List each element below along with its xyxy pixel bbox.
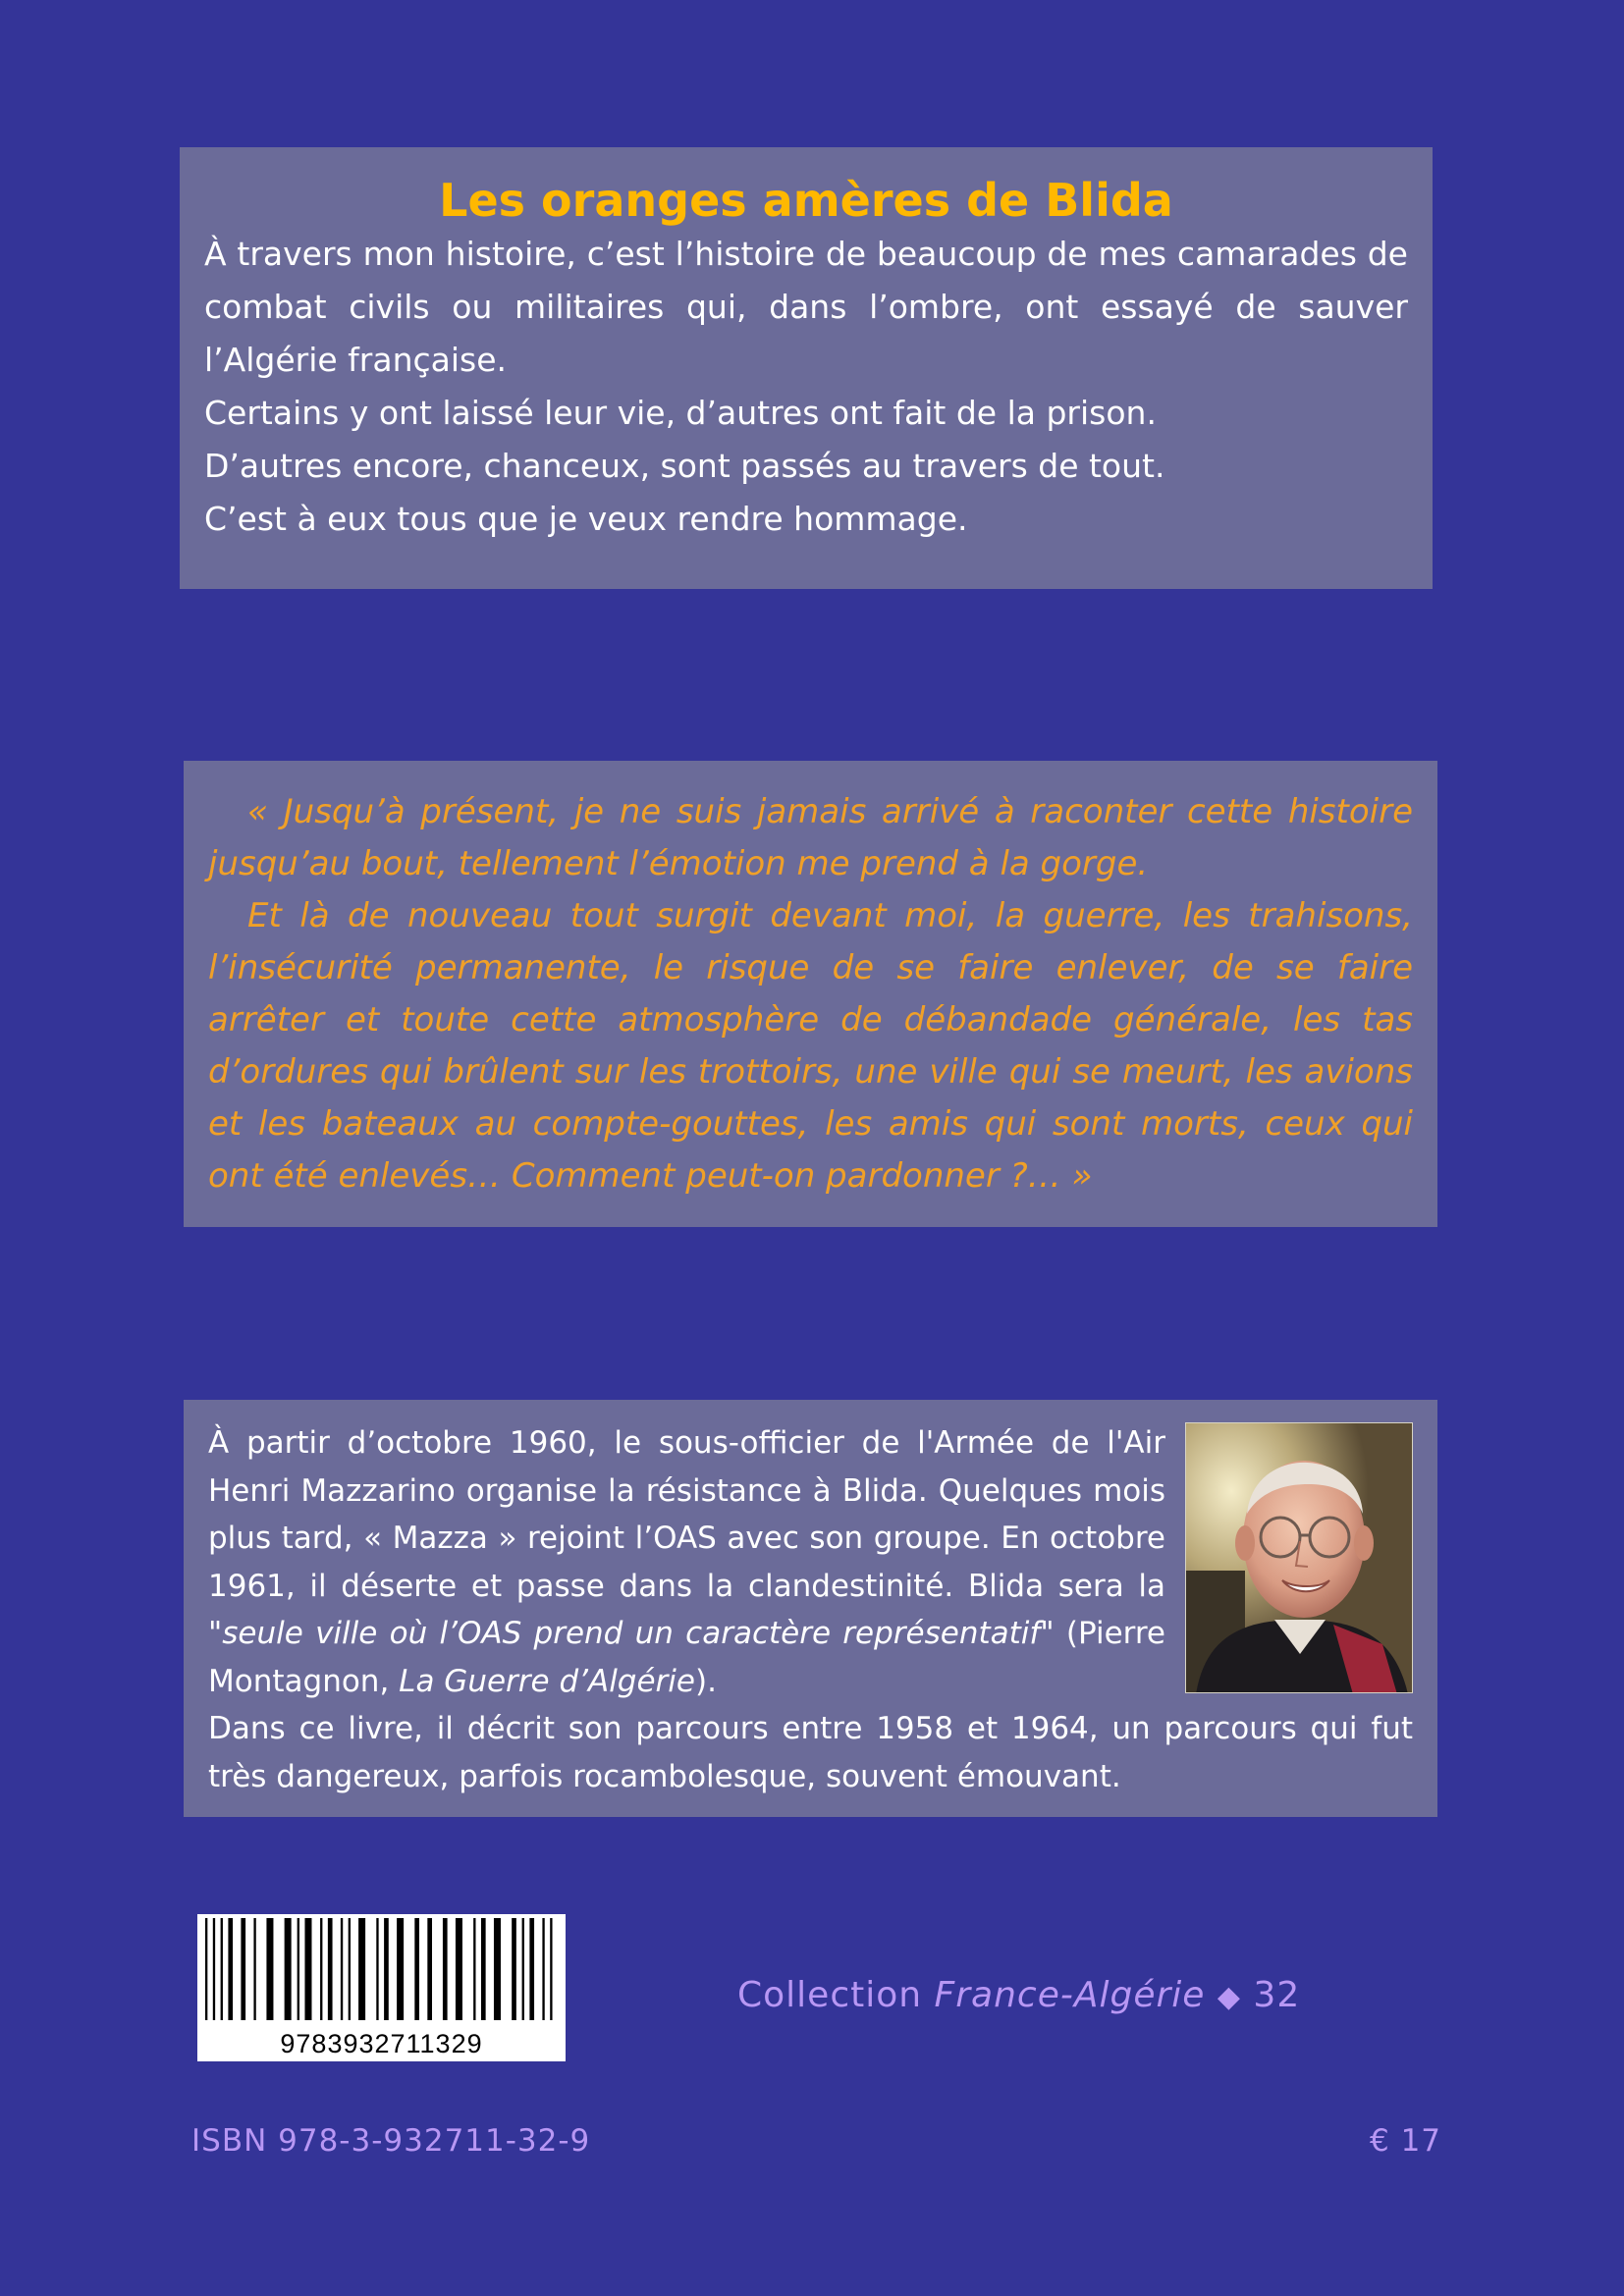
barcode-bar (522, 1918, 524, 2020)
barcode-bar (512, 1918, 516, 2020)
barcode-bar (205, 1918, 207, 2020)
barcode-digits: 9783932711329 (280, 2029, 483, 2058)
author-bio-book: La Guerre d’Algérie (399, 1663, 695, 1699)
barcode-bar (494, 1918, 501, 2020)
synopsis-line: C’est à eux tous que je veux rendre hommage. (204, 500, 968, 538)
barcode-bar (550, 1918, 552, 2020)
barcode-bar (529, 1918, 534, 2020)
synopsis-paragraph: À travers mon histoire, c’est l’histoire de beaucoup de mes camarades de combat civils ou militaires qui, dans l’ombre, ont essayé de sauver l’Algérie française. (204, 235, 1408, 379)
barcode-bar (542, 1918, 544, 2020)
synopsis-line: Certains y ont laissé leur vie, d’autres ont fait de la prison. (204, 394, 1157, 432)
quote-paragraph: « Jusqu’à présent, je ne suis jamais arrivé à raconter cette histoire jusqu’au bout, tellement l’émotion me prend à la gorge. (208, 792, 1413, 883)
barcode-bar (304, 1918, 311, 2020)
barcode-bar (241, 1918, 245, 2020)
barcode-bar (341, 1918, 343, 2020)
barcode-bars (197, 1914, 566, 2024)
barcode-bar (443, 1918, 448, 2020)
collection-prefix: Collection (737, 1975, 923, 2015)
barcode-bar (320, 1918, 322, 2020)
isbn-barcode (197, 1914, 566, 2061)
barcode-bar (427, 1918, 432, 2020)
barcode-bar (266, 1918, 273, 2020)
isbn-text: ISBN 978-3-932711-32-9 (191, 2123, 591, 2159)
barcode-bar (384, 1918, 389, 2020)
author-bio-end: Dans ce livre, il décrit son parcours entre 1958 et 1964, un parcours qui fut très dangereux, parfois rocambolesque, souvent émouvant. (208, 1711, 1413, 1794)
collection-number: 32 (1253, 1975, 1301, 2015)
author-bio-cite-close: ). (694, 1663, 717, 1699)
collection-label (737, 1975, 1300, 2015)
barcode-bar (397, 1918, 404, 2020)
barcode-bar (481, 1918, 486, 2020)
barcode-bar (221, 1918, 223, 2020)
barcode-bar (358, 1918, 365, 2020)
quote-paragraph: Et là de nouveau tout surgit devant moi, la guerre, les trahisons, l’insécurité permanente, le risque de se faire enlever, de se faire arrêter et toute cette atmosphère de débandade générale, les tas d’ordures qui brûlent sur les trottoirs, une ville qui se meurt, les avions et les bateaux au compte-gouttes, les amis qui sont morts, ceux qui ont été enlevés… Comment peut-on pardonner ?… » (208, 896, 1413, 1196)
barcode-bar (349, 1918, 351, 2020)
book-title: Les oranges amères de Blida (439, 174, 1173, 227)
author-bio-cite-open: (Pierre Montagnon, (208, 1616, 1165, 1699)
author-bio-quote: "seule ville où l’OAS prend un caractère représentatif" (208, 1616, 1055, 1651)
diamond-icon: ◆ (1217, 1980, 1241, 2014)
barcode-bar (285, 1918, 292, 2020)
author-photo (1185, 1422, 1413, 1693)
barcode-bar (456, 1918, 462, 2020)
barcode-bar (298, 1918, 299, 2020)
price-text: € 17 (1370, 2123, 1442, 2159)
author-panel (184, 1400, 1437, 1817)
synopsis-line: D’autres encore, chanceux, sont passés au travers de tout. (204, 447, 1165, 485)
author-bio-start: À partir d’octobre 1960, le sous-officier de l'Armée de l'Air Henri Mazzarino organise la résistance à Blida. Quelques mois plus tard, « Mazza » rejoint l’OAS avec son groupe. En octobre 1961, il déserte et passe dans la clandestinité. Blida sera la (208, 1425, 1165, 1604)
barcode-bar (473, 1918, 475, 2020)
synopsis-panel (180, 147, 1433, 589)
barcode-bar (228, 1918, 233, 2020)
barcode-bar (253, 1918, 255, 2020)
barcode-bar (414, 1918, 419, 2020)
barcode-bar (376, 1918, 378, 2020)
collection-name: France-Algérie (934, 1975, 1206, 2015)
author-portrait-image (1186, 1423, 1413, 1693)
barcode-bar (328, 1918, 333, 2020)
quote-panel (184, 761, 1437, 1227)
barcode-bar (213, 1918, 215, 2020)
